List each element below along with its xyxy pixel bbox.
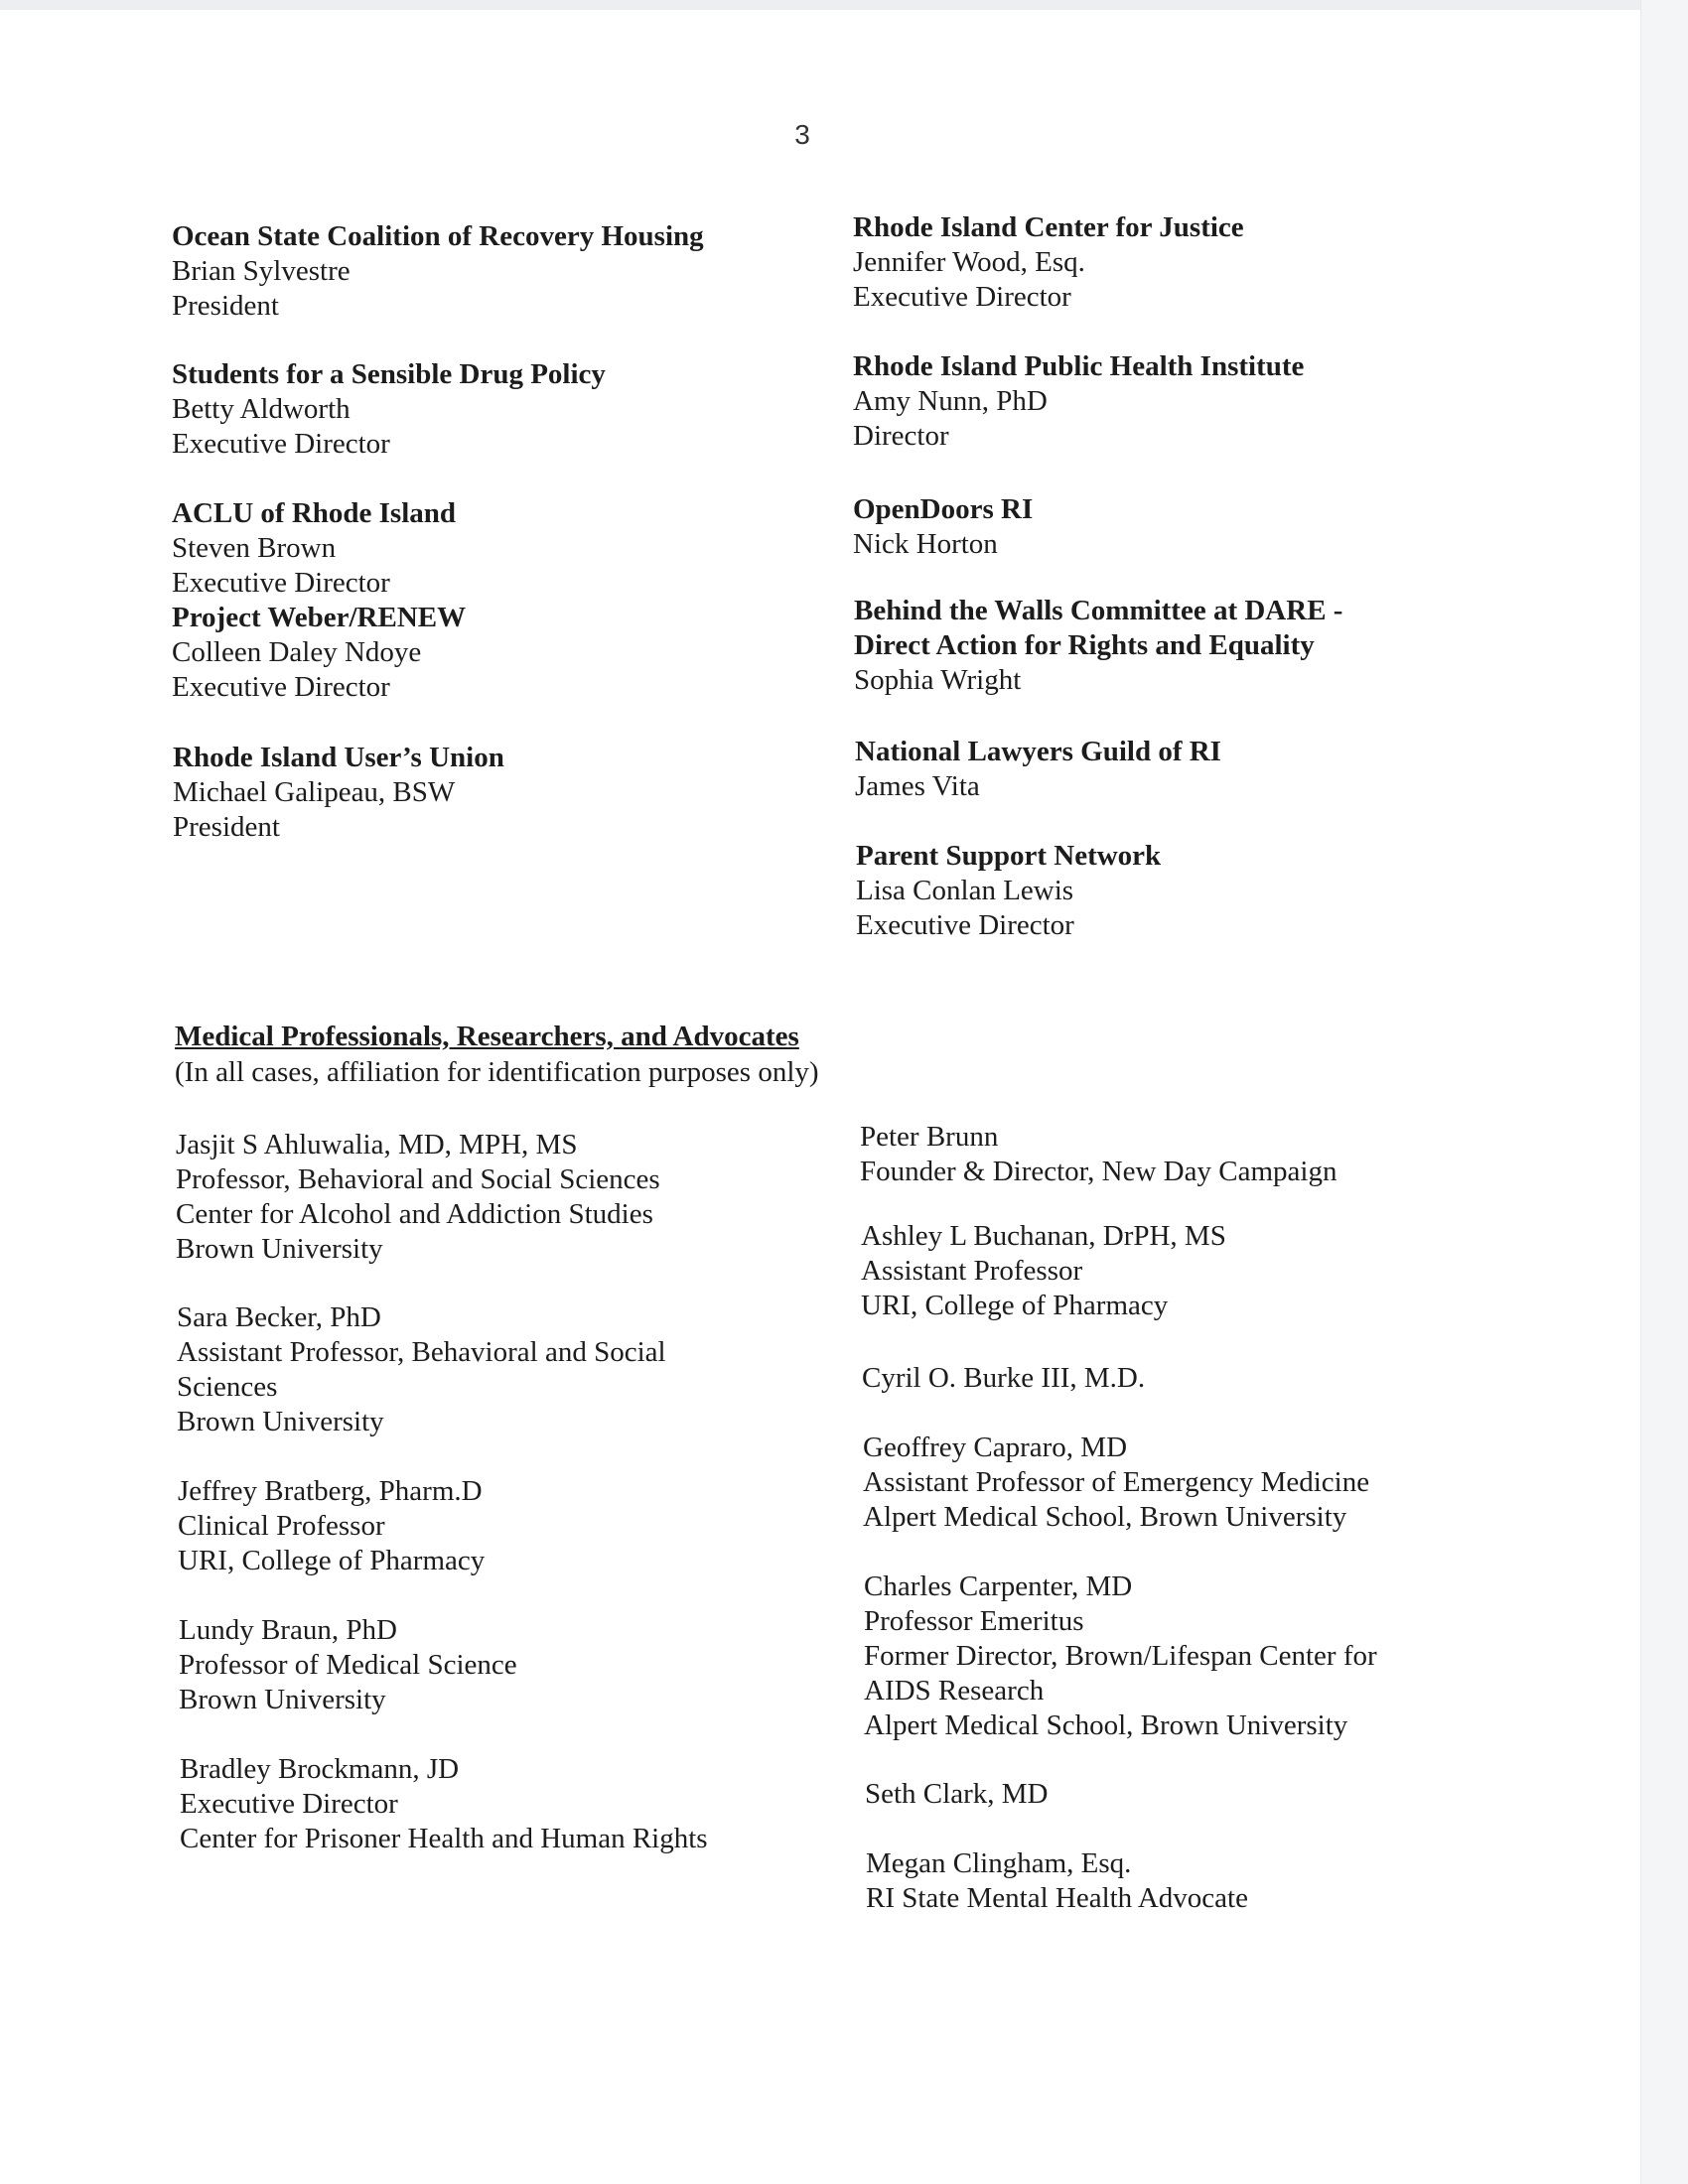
signatory-line: Sara Becker, PhD	[177, 1301, 381, 1333]
signatory-brockmann	[180, 1752, 708, 1856]
org-contact: Steven Brown	[172, 532, 337, 564]
signatory-line: Alpert Medical School, Brown University	[864, 1709, 1348, 1741]
org-project-weber-renew	[172, 601, 466, 705]
signatory-capraro	[863, 1431, 1369, 1535]
org-contact-title: Executive Director	[172, 671, 390, 703]
signatory-line: AIDS Research	[864, 1675, 1045, 1706]
signatory-line: Jasjit S Ahluwalia, MD, MPH, MS	[176, 1129, 578, 1160]
signatory-line: Assistant Professor, Behavioral and Social	[177, 1336, 666, 1368]
signatory-buchanan	[861, 1219, 1226, 1323]
org-parent-support-network	[856, 839, 1161, 943]
signatory-line: RI State Mental Health Advocate	[866, 1882, 1248, 1914]
signatory-line: Center for Alcohol and Addiction Studies	[176, 1198, 653, 1230]
org-contact: James Vita	[855, 770, 980, 802]
section-title: Medical Professionals, Researchers, and Advocates	[175, 1021, 799, 1052]
signatory-line: Brown University	[177, 1406, 384, 1437]
signatory-becker	[177, 1300, 666, 1439]
org-name: OpenDoors RI	[853, 493, 1034, 525]
org-name: Rhode Island Public Health Institute	[853, 350, 1305, 382]
signatory-line: Former Director, Brown/Lifespan Center for	[864, 1640, 1377, 1672]
signatory-line: Ashley L Buchanan, DrPH, MS	[861, 1220, 1226, 1252]
signatory-line: Professor Emeritus	[864, 1605, 1084, 1637]
org-contact-title: President	[173, 811, 280, 843]
scan-top-edge	[0, 0, 1688, 10]
section-note: (In all cases, affiliation for identification purposes only)	[175, 1056, 819, 1088]
signatory-line: Seth Clark, MD	[865, 1778, 1049, 1810]
signatory-carpenter	[864, 1570, 1377, 1743]
org-name: National Lawyers Guild of RI	[855, 736, 1221, 767]
org-contact-title: President	[172, 290, 279, 322]
signatory-line: Assistant Professor	[861, 1255, 1083, 1287]
org-contact-title: Executive Director	[172, 567, 390, 599]
signatory-line: URI, College of Pharmacy	[178, 1545, 486, 1576]
org-ocean-state-coalition	[172, 219, 704, 324]
signatory-line: Cyril O. Burke III, M.D.	[862, 1362, 1146, 1394]
org-opendoors-ri	[853, 492, 1033, 562]
signatory-line: Sciences	[177, 1371, 278, 1403]
signatory-brunn	[860, 1120, 1336, 1189]
org-name: Ocean State Coalition of Recovery Housing	[172, 220, 704, 252]
org-contact-title: Executive Director	[853, 281, 1071, 313]
signatory-line: Alpert Medical School, Brown University	[863, 1501, 1347, 1533]
org-ri-users-union	[173, 741, 504, 845]
org-name: Rhode Island Center for Justice	[853, 211, 1244, 243]
signatory-line: Brown University	[179, 1684, 386, 1715]
signatory-line: Geoffrey Capraro, MD	[863, 1432, 1128, 1463]
signatory-line: URI, College of Pharmacy	[861, 1290, 1169, 1321]
org-aclu-rhode-island	[172, 496, 456, 601]
org-ri-center-for-justice	[853, 210, 1244, 315]
signatory-line: Bradley Brockmann, JD	[180, 1753, 460, 1785]
org-students-sensible-drug-policy	[172, 357, 606, 462]
org-contact: Colleen Daley Ndoye	[172, 636, 422, 668]
signatory-line: Jeffrey Bratberg, Pharm.D	[178, 1475, 483, 1507]
org-contact-title: Executive Director	[856, 909, 1074, 941]
signatory-clingham	[866, 1846, 1248, 1916]
org-name: Students for a Sensible Drug Policy	[172, 358, 606, 390]
org-national-lawyers-guild-ri	[855, 735, 1221, 804]
signatory-line: Center for Prisoner Health and Human Rights	[180, 1823, 708, 1854]
signatory-ahluwalia	[176, 1128, 660, 1267]
org-contact-title: Director	[853, 420, 949, 452]
org-contact: Jennifer Wood, Esq.	[853, 246, 1085, 278]
org-name: ACLU of Rhode Island	[172, 497, 457, 529]
signatory-line: Lundy Braun, PhD	[179, 1614, 397, 1646]
signatory-line: Professor of Medical Science	[179, 1649, 517, 1681]
org-contact: Nick Horton	[853, 528, 998, 560]
org-name-continued: Direct Action for Rights and Equality	[854, 629, 1315, 661]
signatory-line: Megan Clingham, Esq.	[866, 1847, 1132, 1879]
signatory-line: Charles Carpenter, MD	[864, 1570, 1133, 1602]
signatory-line: Assistant Professor of Emergency Medicine	[863, 1466, 1370, 1498]
org-name: Behind the Walls Committee at DARE -	[854, 595, 1343, 626]
signatory-braun	[179, 1613, 517, 1717]
signatory-line: Professor, Behavioral and Social Sciences	[176, 1163, 660, 1195]
page-number: 3	[794, 119, 810, 150]
signatory-burke	[862, 1361, 1145, 1396]
scan-right-edge	[1640, 0, 1688, 2184]
org-contact: Michael Galipeau, BSW	[173, 776, 456, 808]
org-name: Project Weber/RENEW	[172, 602, 467, 633]
org-contact: Sophia Wright	[854, 664, 1022, 696]
org-name: Parent Support Network	[856, 840, 1162, 872]
org-ri-public-health-institute	[853, 349, 1304, 454]
org-contact: Brian Sylvestre	[172, 255, 351, 287]
signatory-line: Brown University	[176, 1233, 383, 1265]
signatory-bratberg	[178, 1474, 485, 1578]
org-behind-the-walls-dare	[854, 594, 1342, 698]
signatory-line: Clinical Professor	[178, 1510, 385, 1542]
org-name: Rhode Island User’s Union	[173, 742, 504, 773]
signatory-line: Founder & Director, New Day Campaign	[860, 1156, 1337, 1187]
signatory-clark	[865, 1777, 1048, 1812]
signatory-line: Executive Director	[180, 1788, 398, 1820]
signatory-line: Peter Brunn	[860, 1121, 999, 1153]
org-contact: Amy Nunn, PhD	[853, 385, 1048, 417]
org-contact: Lisa Conlan Lewis	[856, 875, 1074, 906]
org-contact-title: Executive Director	[172, 428, 390, 460]
org-contact: Betty Aldworth	[172, 393, 351, 425]
